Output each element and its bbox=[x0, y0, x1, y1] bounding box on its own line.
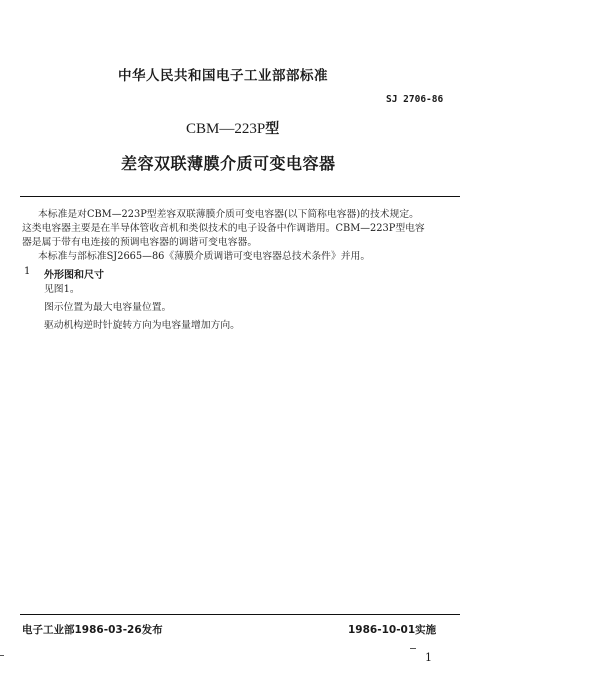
paragraph-2: 本标准与部标准SJ2665—86《薄膜介质调谐可变电容器总技术条件》并用。 bbox=[38, 251, 371, 262]
paragraph-1-line-1: 本标准是对CBM—223P型差容双联薄膜介质可变电容器(以下简称电容器)的技术规定。 bbox=[38, 209, 419, 220]
section-line-2: 图示位置为最大电容量位置。 bbox=[44, 302, 172, 313]
paragraph-1-line-3: 器是属于带有电连接的预调电容器的调谐可变电容器。 bbox=[22, 237, 258, 248]
scan-mark bbox=[410, 648, 416, 649]
standard-number: SJ 2706-86 bbox=[386, 94, 444, 105]
bottom-divider bbox=[20, 614, 460, 615]
model-prefix: CBM—223P bbox=[186, 121, 266, 137]
issue-date: 电子工业部1986-03-26发布 bbox=[22, 624, 163, 636]
section-line-1: 见图1。 bbox=[44, 284, 80, 295]
section-title: 外形图和尺寸 bbox=[44, 270, 104, 281]
model-title bbox=[186, 118, 279, 138]
scan-mark bbox=[0, 655, 4, 656]
implementation-date: 1986-10-01实施 bbox=[348, 624, 437, 636]
document-title: 差容双联薄膜介质可变电容器 bbox=[121, 154, 336, 173]
paragraph-1-line-2: 这类电容器主要是在半导体管收音机和类似技术的电子设备中作调谐用。CBM—223P型电容 bbox=[22, 223, 425, 234]
top-divider bbox=[20, 196, 460, 197]
ministry-title: 中华人民共和国电子工业部部标准 bbox=[118, 68, 328, 84]
model-suffix: 型 bbox=[265, 121, 280, 137]
section-number: 1 bbox=[24, 266, 31, 277]
page-number: 1 bbox=[425, 651, 432, 664]
section-line-3: 驱动机构逆时针旋转方向为电容量增加方向。 bbox=[44, 320, 240, 331]
